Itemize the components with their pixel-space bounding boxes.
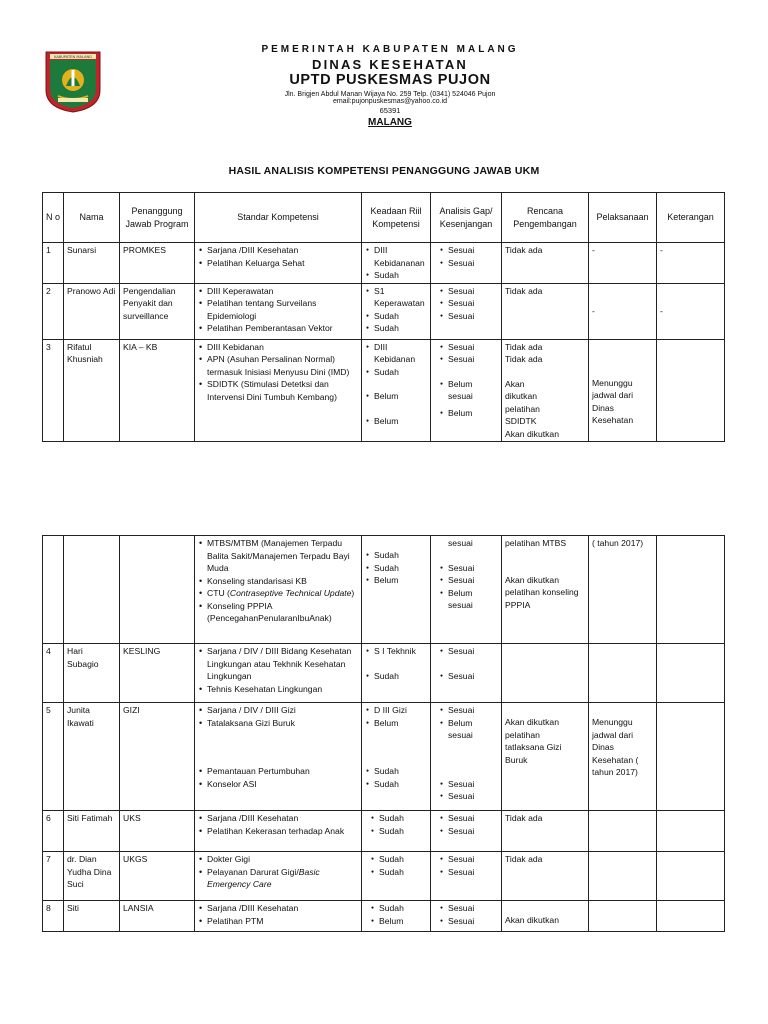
- cell-text: pelatihan MTBS: [505, 538, 567, 548]
- list-item: • DIII Keperawatan: [207, 285, 358, 298]
- list-item: ● Sesuai: [448, 866, 498, 879]
- list-item: ● Sudah: [379, 825, 427, 838]
- postcode: 65391: [379, 106, 401, 115]
- list-item: ● Sudah: [374, 765, 427, 778]
- cell-pj: UKS: [120, 811, 195, 852]
- list-item: • Tatalaksana Gizi Buruk: [207, 717, 358, 730]
- col-keterangan: Keterangan: [657, 193, 725, 243]
- cell-text: Akan dikutkan: [505, 915, 559, 925]
- list-item: ● Sesuai: [448, 853, 498, 866]
- list-item: ● D III Gizi: [374, 704, 427, 717]
- cell-no: 4: [43, 644, 64, 703]
- cell-pelaksanaan: [589, 283, 657, 339]
- cell-standar: [195, 811, 362, 852]
- list-item: ● Sudah: [374, 269, 427, 282]
- cell-pj: LANSIA: [120, 901, 195, 932]
- cell-pelaksanaan: [589, 644, 657, 703]
- list-item: ● Sesuai: [448, 562, 498, 575]
- list-item: ● Sudah: [374, 549, 427, 562]
- ctu-prefix: CTU (: [207, 588, 230, 598]
- list-item: [207, 587, 358, 600]
- list-item: ● Belum: [374, 717, 427, 730]
- col-rencana: Rencana Pengembangan: [502, 193, 589, 243]
- cell-text: Tidak ada: [505, 354, 543, 364]
- table-row: [43, 811, 725, 852]
- cell-analisis: [431, 536, 502, 644]
- cell-text: Pelayanan Darurat Gigi/: [207, 866, 299, 877]
- table-row: [43, 644, 725, 703]
- cell-standar: [195, 339, 362, 442]
- list-item: ● S I Tekhnik: [374, 645, 427, 658]
- list-item: • MTBS/MTBM (Manajemen Terpadu Balita Sakit/Manajemen Terpadu Bayi Muda: [207, 537, 358, 575]
- cell-analisis: [431, 644, 502, 703]
- cell-analisis: [431, 339, 502, 442]
- cell-standar: [195, 283, 362, 339]
- list-item: • Konselor ASI: [207, 778, 358, 791]
- cell-rencana: [502, 644, 589, 703]
- list-item: • Konseling standarisasi KB: [207, 575, 358, 588]
- cell-keterangan: [657, 536, 725, 644]
- list-item: ● Belum sesuai: [448, 378, 488, 403]
- unit-name: UPTD PUSKESMAS PUJON: [289, 72, 491, 88]
- list-item: • Sarjana /DIII Kesehatan: [207, 244, 358, 257]
- list-item: • Tehnis Kesehatan Lingkungan: [207, 683, 358, 696]
- cell-no: 7: [43, 852, 64, 901]
- list-item: ● Sudah: [379, 853, 427, 866]
- list-item: • Pelatihan tentang Surveilans Epidemiologi: [207, 297, 358, 322]
- table-row: [43, 339, 725, 442]
- cell-keterangan: [657, 644, 725, 703]
- list-item: • Sarjana /DIII Kesehatan: [207, 812, 358, 825]
- cell-nama: Rifatul Khusniah: [64, 339, 120, 442]
- cell-standar: [195, 644, 362, 703]
- cell-keterangan: [657, 339, 725, 442]
- cell-keterangan: [657, 283, 725, 339]
- cell-rencana: Tidak ada: [502, 811, 589, 852]
- cell-rencana: [502, 901, 589, 932]
- cell-no: 1: [43, 243, 64, 284]
- cell-text: Menunggu jadwal dari Dinas Kesehatan: [592, 377, 634, 425]
- list-item: ● Sudah: [374, 562, 427, 575]
- list-item: • Dokter Gigi: [207, 853, 358, 866]
- list-item: • Pelatihan Pemberantasan Vektor: [207, 322, 358, 335]
- list-item: • SDIDTK (Stimulasi Detetksi dan Intervensi Dini Tumbuh Kembang): [207, 378, 358, 403]
- cell-pj: PROMKES: [120, 243, 195, 284]
- cell-no: 8: [43, 901, 64, 932]
- document-title: HASIL ANALISIS KOMPETENSI PENANGGUNG JAWAB UKM: [228, 165, 540, 177]
- list-item: ● Belum: [374, 390, 427, 403]
- cell-keterangan: [657, 852, 725, 901]
- cell-nama: Sunarsi: [64, 243, 120, 284]
- address: Jln. Brigjen Abdul Manan Wijaya No. 259 Telp. (0341) 524046 Pujon: [284, 91, 496, 98]
- cell-no: 6: [43, 811, 64, 852]
- cell-keadaan: [362, 339, 431, 442]
- list-item: ● Sudah: [374, 310, 427, 323]
- list-item: ● Sudah: [374, 366, 427, 379]
- table-row: [43, 536, 725, 644]
- cell-pelaksanaan: ( tahun 2017): [589, 536, 657, 644]
- list-item: ● Sesuai: [448, 825, 498, 838]
- col-pelaksanaan: Pelaksanaan: [589, 193, 657, 243]
- cell-pj: UKGS: [120, 852, 195, 901]
- letterhead: [220, 44, 560, 128]
- cell-analisis: [431, 811, 502, 852]
- cell-text: Menunggu jadwal dari Dinas Kesehatan ( tahun 2017): [592, 717, 639, 777]
- list-item: ● Sesuai: [448, 790, 498, 803]
- cell-text: Tidak ada: [505, 341, 543, 352]
- list-item: [207, 866, 358, 891]
- list-item: ● Sesuai: [448, 574, 498, 587]
- list-item: ● Sudah: [379, 902, 427, 915]
- list-item: ● S1 Keperawatan: [374, 285, 427, 310]
- cell-keterangan: [657, 901, 725, 932]
- list-item: ● Belum: [374, 415, 427, 428]
- cell-nama: dr. Dian Yudha Dina Suci: [64, 852, 120, 901]
- table-row: [43, 901, 725, 932]
- list-item: ● Sesuai: [448, 341, 498, 354]
- agency-name: DINAS KESEHATAN: [311, 57, 469, 72]
- list-item: ● Sesuai: [448, 285, 498, 298]
- city: MALANG: [368, 117, 412, 128]
- cell-pj: [120, 536, 195, 644]
- cell-rencana: [502, 536, 589, 644]
- cell-analisis: [431, 901, 502, 932]
- cell-pelaksanaan: [589, 811, 657, 852]
- list-item: ● Sudah: [374, 670, 427, 683]
- cell-analisis: [431, 703, 502, 811]
- list-item: ● Belum sesuai: [448, 717, 488, 742]
- cell-text: Akan dikutkan pelatihan konseling PPPIA: [505, 574, 579, 610]
- cell-text: -: [660, 305, 663, 316]
- list-item: • Sarjana / DIV / DIII Bidang Kesehatan Lingkungan atau Tekhnik Kesehatan Lingkungan: [207, 645, 358, 683]
- cell-rencana: Tidak ada: [502, 243, 589, 284]
- list-item: • DIII Kebidanan: [207, 341, 358, 354]
- col-pj: Penanggung Jawab Program: [120, 193, 195, 243]
- cell-analisis: [431, 283, 502, 339]
- cell-nama: Junita Ikawati: [64, 703, 120, 811]
- cell-keadaan: [362, 283, 431, 339]
- table-row: [43, 283, 725, 339]
- list-item: ● Belum: [374, 574, 427, 587]
- cell-pj: GIZI: [120, 703, 195, 811]
- list-item: • Pelatihan PTM: [207, 915, 358, 928]
- cell-pj: Pengendalian Penyakit dan surveillance: [120, 283, 195, 339]
- ctu-italic: Contraseptive Technical Update: [229, 588, 352, 598]
- cell-standar: [195, 243, 362, 284]
- cell-pj: KIA – KB: [120, 339, 195, 442]
- list-item: ● Belum sesuai: [448, 587, 488, 612]
- table-row: [43, 852, 725, 901]
- list-item: ● Sesuai: [448, 244, 498, 257]
- cell-text: -: [592, 305, 595, 316]
- list-item: ● Sesuai: [448, 353, 498, 366]
- svg-text:KABUPATEN MALANG: KABUPATEN MALANG: [54, 55, 92, 59]
- cell-rencana: Tidak ada: [502, 283, 589, 339]
- list-item: ● Belum: [379, 915, 427, 928]
- kabupaten-malang-logo: [44, 50, 102, 114]
- col-standar: Standar Kompetensi: [195, 193, 362, 243]
- list-item: • Pemantauan Pertumbuhan: [207, 765, 358, 778]
- cell-standar: [195, 703, 362, 811]
- email: email:pujonpuskesmas@yahoo.co.id: [332, 98, 448, 105]
- list-item: • APN (Asuhan Persalinan Normal) termasuk Inisiasi Menyusu Dini (IMD): [207, 353, 358, 378]
- cell-keterangan: -: [657, 243, 725, 284]
- cell-pj: KESLING: [120, 644, 195, 703]
- list-item: • Pelatihan Keluarga Sehat: [207, 257, 358, 270]
- cell-keadaan: [362, 852, 431, 901]
- cell-standar: [195, 901, 362, 932]
- ctu-suffix: ): [351, 588, 355, 598]
- cell-pelaksanaan: [589, 852, 657, 901]
- cell-text: Akan dikutkan pelatihan tatlaksana Gizi Buruk: [505, 717, 562, 765]
- cell-nama: [64, 536, 120, 644]
- list-item: ● Sudah: [379, 866, 427, 879]
- cell-keterangan: [657, 703, 725, 811]
- cell-no: [43, 536, 64, 644]
- table-header-row: [43, 193, 725, 243]
- cell-rencana: [502, 339, 589, 442]
- list-item: ● Sudah: [379, 812, 427, 825]
- cell-keadaan: [362, 536, 431, 644]
- cell-no: 5: [43, 703, 64, 811]
- list-item: ● DIII Kebidanan: [374, 341, 427, 366]
- list-item: • Sarjana /DIII Kesehatan: [207, 902, 358, 915]
- list-item: • Sarjana / DIV / DIII Gizi: [207, 704, 358, 717]
- list-item: • Pelatihan Kekerasan terhadap Anak: [207, 825, 358, 838]
- competency-table-page2: [42, 535, 725, 932]
- cell-standar: [195, 852, 362, 901]
- list-item: ● Sudah: [374, 778, 427, 791]
- cell-no: 2: [43, 283, 64, 339]
- cell-analisis: [431, 852, 502, 901]
- cell-text: Akan dikutkan pelatihan SDIDTK: [505, 378, 540, 426]
- cell-standar: [195, 536, 362, 644]
- cell-nama: Pranowo Adi: [64, 283, 120, 339]
- cell-pelaksanaan: [589, 703, 657, 811]
- list-item: ● Belum: [448, 407, 498, 420]
- list-item: ● Sesuai: [448, 257, 498, 270]
- list-item: ● Sesuai: [448, 778, 498, 791]
- list-item: ● Sesuai: [448, 704, 498, 717]
- cell-nama: Siti Fatimah: [64, 811, 120, 852]
- cell-pelaksanaan: [589, 339, 657, 442]
- table-row: [43, 243, 725, 284]
- competency-table-page1: [42, 192, 725, 442]
- cell-no: 3: [43, 339, 64, 442]
- list-item: ● Sesuai: [448, 310, 498, 323]
- cell-rencana: [502, 703, 589, 811]
- cell-italic: Basic Emergency Care: [207, 866, 320, 889]
- cell-pelaksanaan: [589, 901, 657, 932]
- list-item: • Konseling PPPIA (PencegahanPenularanIbuAnak): [207, 600, 358, 625]
- cell-analisis: [431, 243, 502, 284]
- col-analisis: Analisis Gap/ Kesenjangan: [431, 193, 502, 243]
- list-item: ● Sesuai: [448, 670, 498, 683]
- cell-keadaan: [362, 243, 431, 284]
- cell-keadaan: [362, 811, 431, 852]
- cell-keadaan: [362, 703, 431, 811]
- list-item: ● DIII Kebidananan: [374, 244, 427, 269]
- cell-keadaan: [362, 644, 431, 703]
- table-row: [43, 703, 725, 811]
- list-item: ● Sudah: [374, 322, 427, 335]
- col-nama: Nama: [64, 193, 120, 243]
- col-no: N o: [43, 193, 64, 243]
- list-item: ● Sesuai: [448, 645, 498, 658]
- cell-keterangan: [657, 811, 725, 852]
- cell-keadaan: [362, 901, 431, 932]
- cell-text: sesuai: [448, 538, 473, 548]
- cell-rencana: Tidak ada: [502, 852, 589, 901]
- cell-pelaksanaan: -: [589, 243, 657, 284]
- list-item: ● Sesuai: [448, 812, 498, 825]
- list-item: ● Sesuai: [448, 915, 498, 928]
- cell-nama: Siti: [64, 901, 120, 932]
- col-keadaan: Keadaan Riil Kompetensi: [362, 193, 431, 243]
- gov-name: PEMERINTAH KABUPATEN MALANG: [261, 44, 519, 55]
- cell-nama: Hari Subagio: [64, 644, 120, 703]
- list-item: ● Sesuai: [448, 297, 498, 310]
- cell-text: Akan dikutkan: [505, 428, 559, 439]
- list-item: ● Sesuai: [448, 902, 498, 915]
